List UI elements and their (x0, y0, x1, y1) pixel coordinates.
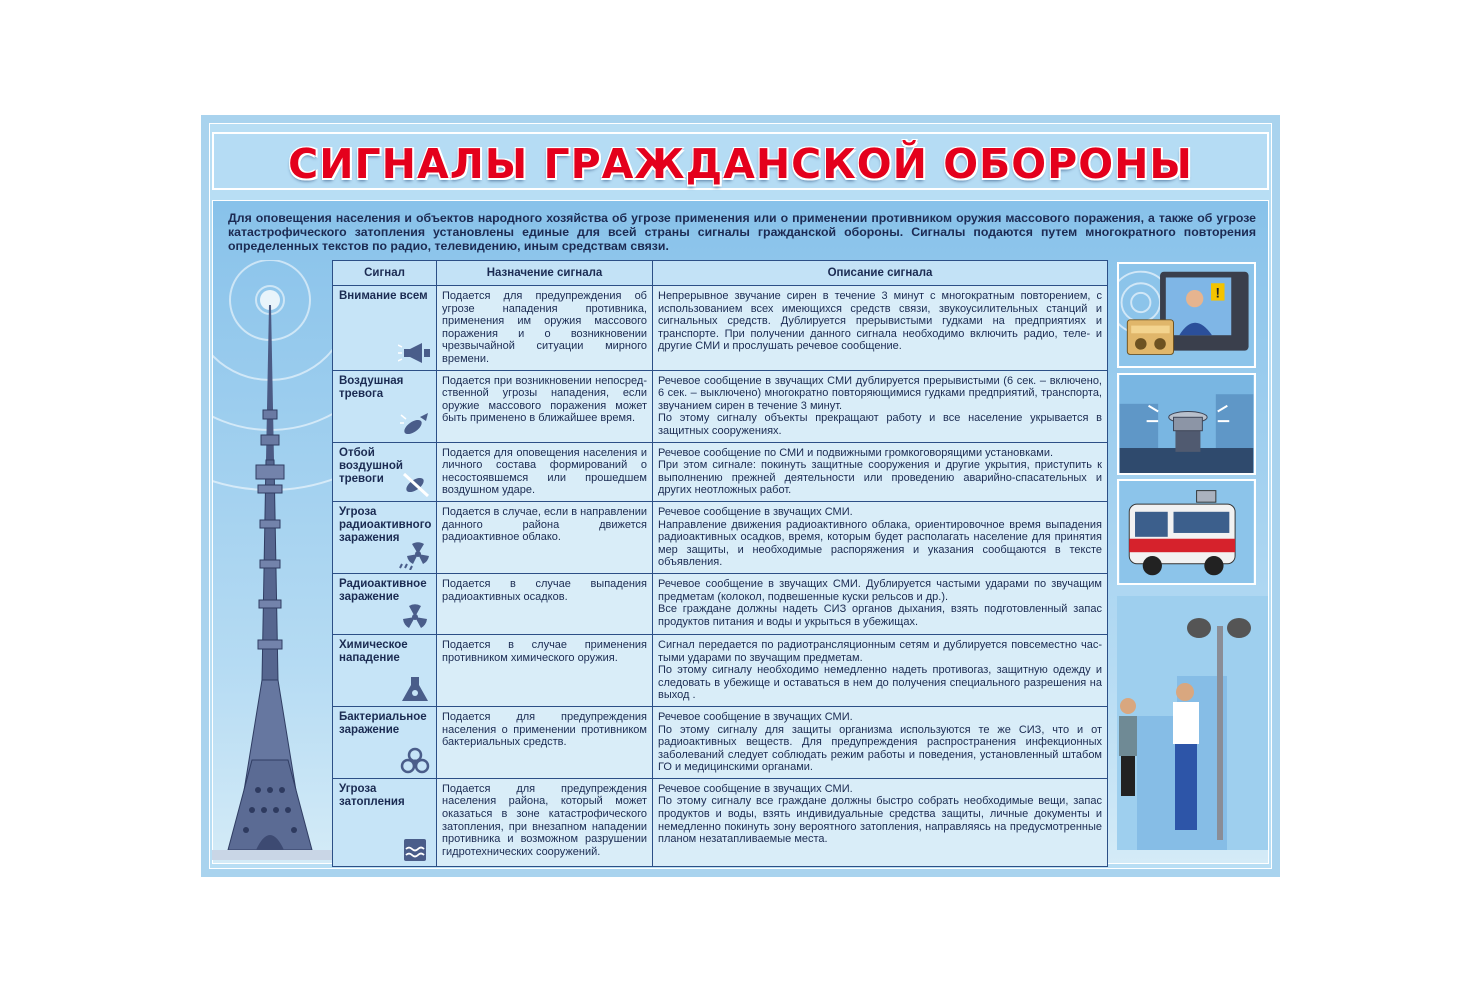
signal-cell (333, 442, 437, 501)
table-row (333, 634, 1108, 706)
description-cell: Речевое сообщение в звучащих СМИ. По этому сигналу для защиты организма используются те же СИЗ, что и от радиоактивных веществ. Для предупреждения распространения инфекционных заболеваний следует соблюдать режим работы и поведения, установленный штабом ГО и медицинскими органами. (653, 706, 1108, 778)
people-listening-illustration (1117, 596, 1268, 850)
biohazard-icon (398, 747, 432, 775)
purpose-cell: Подается при возникновении непосред-ственной угрозы нападения, если оружие массового поражения может быть применено в ближайшее время. (437, 370, 653, 442)
signals-table (332, 260, 1108, 867)
table-header-row (333, 261, 1108, 286)
siren-illustration (1117, 373, 1256, 475)
table-row (333, 573, 1108, 634)
column-header: Описание сигнала (653, 261, 1108, 286)
intro-text: Для оповещения населения и объектов народного хозяйства об угрозе применения или о применении противником оружия массового поражения, а также об угрозе катастрофического затопления установлены единые для всей страны сигналы гражданской обороны. Сигналы подаются путем многократного повторения определенных текстов по радио, телевидению, иным средствам связи. (228, 211, 1256, 253)
column-header: Назначение сигнала (437, 261, 653, 286)
table-row (333, 286, 1108, 371)
crossed-bomb-icon (398, 470, 432, 498)
poster-title: СИГНАЛЫ ГРАЖДАНСКОЙ ОБОРОНЫ (288, 140, 1193, 188)
signal-name: Внимание всем (339, 290, 428, 302)
signal-cell (333, 706, 437, 778)
table-row (333, 501, 1108, 573)
tv-tower-illustration (212, 260, 337, 860)
signal-cell (333, 573, 437, 634)
purpose-cell: Подается для предупреждения населения района, который может оказаться в зоне катастрофического затопления, при внезапном нападении противника и возможном разрушении гидротехнических сооружений. (437, 778, 653, 866)
svg-text:!: ! (1215, 285, 1221, 301)
signal-name: Воздушная тревога (339, 374, 404, 400)
flood-icon (398, 835, 432, 863)
purpose-cell: Подается для предупреждения населения о применении противником бактериальных средств. (437, 706, 653, 778)
purpose-cell: Подается в случае, если в направлении данного района движется радиоактивное облако. (437, 501, 653, 573)
purpose-cell: Подается для предупреждения об угрозе нападения противника, применения им оружия массового поражения и о возникновении чрезвычайной ситуации мирного времени. (437, 286, 653, 371)
signal-cell (333, 370, 437, 442)
table-row (333, 778, 1108, 866)
signal-name: Отбой воздушной тревоги (339, 446, 403, 485)
signal-cell (333, 286, 437, 371)
purpose-cell: Подается в случае выпадения радиоактивных осадков. (437, 573, 653, 634)
signal-name: Радиоактивное заражение (339, 577, 427, 603)
signal-cell (333, 501, 437, 573)
loudspeaker-bus-illustration (1117, 479, 1256, 585)
aerial-bomb-icon (398, 411, 432, 439)
description-cell: Непрерывное звучание сирен в течение 3 минут с многократным повторением, с использованием всех имеющихся средств связи, звукоусилительных станций и сигнальных средств. Дублируется прерывистыми гудками на предприятиях и транспорте. При получении данного сигнала необходимо включить радио, теле- и другие СМИ и прослушать речевое сообщение. (653, 286, 1108, 371)
signal-name: Бактериальное заражение (339, 710, 427, 736)
table-row (333, 442, 1108, 501)
tv-radio-illustration (1117, 262, 1256, 368)
radiation-cloud-icon (398, 542, 432, 570)
purpose-cell: Подается для оповещения населения и личного состава формирований о несостоявшемся или прошедшем воздушном ударе. (437, 442, 653, 501)
chemical-flask-icon (398, 675, 432, 703)
column-header: Сигнал (333, 261, 437, 286)
signal-name: Угроза затопления (339, 782, 405, 808)
purpose-cell: Подается в случае применения противником химического оружия. (437, 634, 653, 706)
description-cell: Сигнал передается по радиотрансляционным сетям и дублируется повсеместно час-тыми ударами по звучащим предметам. По этому сигналу необходимо немедленно надеть противогаз, защитную одежду и следовать в убежище и оставаться в нем до получения специального разрешения на выход . (653, 634, 1108, 706)
description-cell: Речевое сообщение в звучащих СМИ. Направление движения радиоактивного облака, ориентировочное время выпадения радиоактивных осадков, время, которым будет располагать население для принятия мер защиты, и необходимые распоряжения и указания сообщаются в тексте объявления. (653, 501, 1108, 573)
loudspeaker-icon (398, 339, 432, 367)
signal-name: Химическое нападение (339, 638, 408, 664)
table-row (333, 370, 1108, 442)
radiation-icon (398, 603, 432, 631)
signal-cell (333, 634, 437, 706)
table-row (333, 706, 1108, 778)
description-cell: Речевое сообщение в звучащих СМИ. По этому сигналу все граждане должны быстро собрать необходимые вещи, запас продуктов и воды, взять индивидуальные средства защиты, личные документы и немедленно покинуть зону вероятного затопления, направляясь на предусмотренные планом незатапливаемые места. (653, 778, 1108, 866)
title-bar (212, 132, 1269, 190)
description-cell: Речевое сообщение по СМИ и подвижными громкоговорящими установками. При этом сигнале: покинуть защитные сооружения и другие укрытия, приступить к выполнению прежней деятельности или проведению аварийно-спасательных и других неотложных работ. (653, 442, 1108, 501)
signal-cell (333, 778, 437, 866)
signal-name: Угроза радиоактивного заражения (339, 505, 432, 544)
description-cell: Речевое сообщение в звучащих СМИ. Дублируется частыми ударами по звучащим предметам (колокол, подвешенные куски рельсов и др.). Все граждане должны надеть СИЗ органов дыхания, взять подготовленный запас продуктов питания и воды и укрыться в убежищах. (653, 573, 1108, 634)
description-cell: Речевое сообщение в звучащих СМИ дублируется прерывистыми (6 сек. – включено, 6 сек. – выключено) многократно повторяющимися гудками предприятий, транспорта, звучанием сирен в течение 3 минут. По этому сигналу объекты прекращают работу и все население укрывается в защитных сооружениях. (653, 370, 1108, 442)
